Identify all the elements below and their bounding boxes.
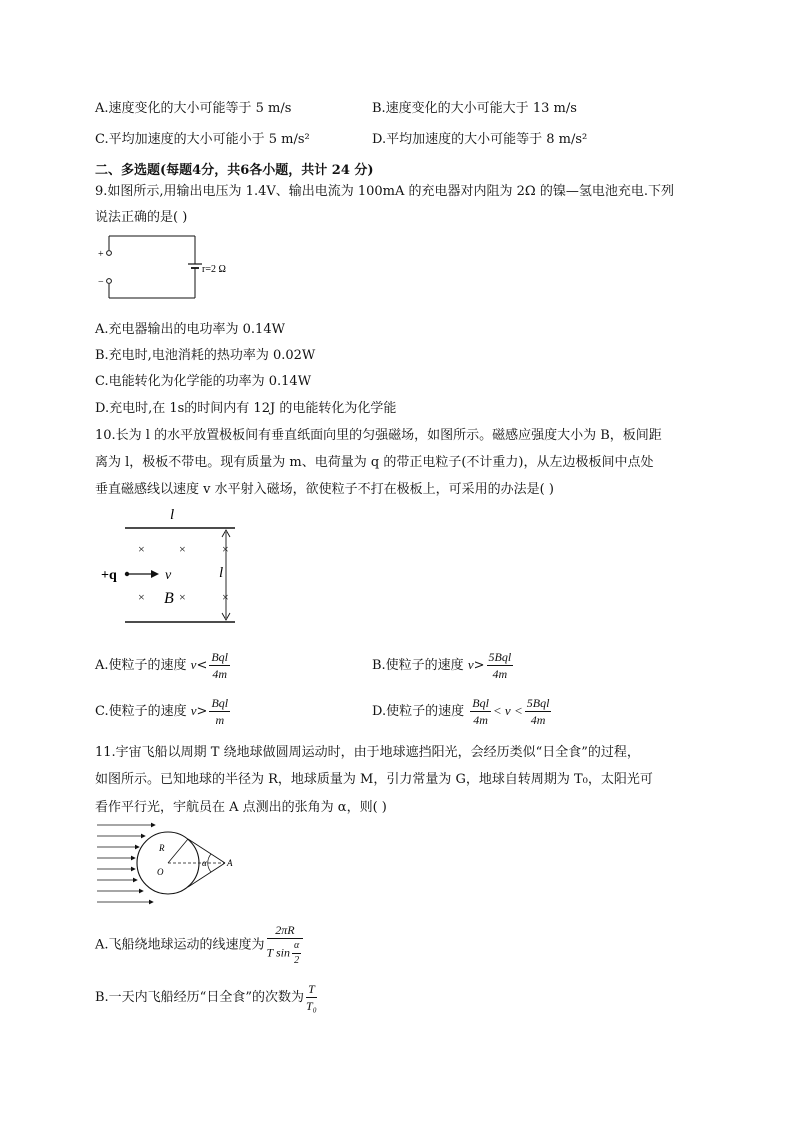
q11-stem-line2: 如图所示。已知地球的半径为 R，地球质量为 M，引力常量为 G，地球自转周期为 T₀，太阳光可 bbox=[95, 772, 653, 787]
q11-earth-shadow-diagram bbox=[95, 818, 245, 910]
q9-option-a: A.充电器输出的电功率为 0.14W bbox=[95, 322, 285, 337]
field-cross: × bbox=[222, 542, 229, 556]
q10-option-b bbox=[372, 651, 515, 680]
var-v: v bbox=[467, 657, 474, 672]
numerator: 5Bql bbox=[488, 650, 512, 664]
terminal-negative bbox=[107, 279, 112, 284]
charge-label: +q bbox=[101, 568, 117, 583]
plus-label: + bbox=[98, 249, 104, 260]
fraction bbox=[267, 924, 304, 966]
q10-magnetic-field-diagram bbox=[95, 503, 245, 633]
var-v: v bbox=[190, 703, 197, 718]
field-cross: × bbox=[179, 590, 186, 604]
q8-option-a: A.速度变化的大小可能等于 5 m/s bbox=[95, 101, 292, 116]
section-heading: 二、多选题(每题4分，共6各小题，共计 24 分) bbox=[95, 163, 374, 178]
velocity-arrow-head bbox=[151, 570, 159, 578]
inner-numerator: α bbox=[292, 941, 301, 954]
denominator: T₀ bbox=[305, 999, 317, 1013]
fraction bbox=[209, 651, 230, 680]
denominator: m bbox=[215, 713, 225, 727]
alpha-label: α bbox=[202, 858, 207, 868]
q9-stem-line2: 说法正确的是( ) bbox=[95, 210, 188, 225]
operator: < bbox=[196, 658, 208, 673]
q11-option-b bbox=[95, 983, 319, 1012]
denominator: 4m bbox=[212, 667, 228, 681]
radius-label: R bbox=[159, 843, 165, 853]
terminal-positive bbox=[107, 251, 112, 256]
q9-option-b: B.充电时,电池消耗的热功率为 0.02W bbox=[95, 348, 316, 363]
option-prefix: B.使粒子的速度 bbox=[372, 658, 468, 673]
option-prefix: A.使粒子的速度 bbox=[95, 658, 191, 673]
inner-denominator: 2 bbox=[294, 955, 300, 966]
minus-label: − bbox=[98, 277, 104, 288]
center-label: O bbox=[157, 867, 164, 877]
top-length-label: l bbox=[170, 507, 175, 523]
q10-option-a bbox=[95, 651, 232, 680]
q9-option-d: D.充电时,在 1s的时间内有 12J 的电能转化为化学能 bbox=[95, 401, 397, 416]
q9-stem-line1: 9.如图所示,用输出电压为 1.4V、输出电流为 100mA 的充电器对内阻为 2Ω 的镍—氢电池充电.下列 bbox=[95, 184, 674, 199]
field-cross: × bbox=[222, 590, 229, 604]
field-label: B bbox=[164, 590, 174, 607]
numerator: 5Bql bbox=[526, 696, 550, 710]
velocity-label: v bbox=[165, 568, 172, 583]
option-prefix: A.飞船绕地球运动的线速度为 bbox=[95, 937, 265, 953]
q10-stem-line1: 10.长为 l 的水平放置极板间有垂直纸面向里的匀强磁场，如图所示。磁感应强度大小为 B，板间距 bbox=[95, 428, 662, 443]
inequality: < v < bbox=[492, 703, 523, 718]
option-prefix: D.使粒子的速度 bbox=[372, 704, 469, 719]
numerator: Bql bbox=[472, 696, 489, 710]
inner-fraction bbox=[292, 941, 301, 966]
particle-dot bbox=[125, 572, 129, 576]
q11-stem-line1: 11.宇宙飞船以周期 T 绕地球做圆周运动时，由于地球遮挡阳光，会经历类似“日全食”的过程， bbox=[95, 745, 640, 760]
q9-option-c: C.电能转化为化学能的功率为 0.14W bbox=[95, 374, 312, 389]
numerator: Bql bbox=[211, 650, 229, 664]
fraction bbox=[209, 697, 230, 726]
q10-option-d bbox=[372, 697, 553, 726]
operator: > bbox=[196, 704, 208, 719]
field-cross: × bbox=[138, 542, 145, 556]
denominator-text: T sin bbox=[266, 945, 290, 960]
resistance-label: r=2 Ω bbox=[202, 264, 226, 275]
gap-length-label: l bbox=[219, 565, 224, 581]
fraction bbox=[525, 697, 552, 726]
operator: > bbox=[473, 658, 485, 673]
denominator: 4m bbox=[473, 713, 488, 727]
numerator: 2πR bbox=[267, 924, 304, 939]
q8-option-b: B.速度变化的大小可能大于 13 m/s bbox=[372, 101, 577, 116]
option-prefix: B.一天内飞船经历“日全食”的次数为 bbox=[95, 990, 304, 1005]
q9-circuit-diagram bbox=[95, 228, 245, 304]
fraction bbox=[306, 983, 317, 1012]
q11-stem-line3: 看作平行光，宇航员在 A 点测出的张角为 α，则( ) bbox=[95, 800, 387, 815]
q8-option-d: D.平均加速度的大小可能等于 8 m/s² bbox=[372, 132, 588, 147]
q10-option-c bbox=[95, 697, 232, 726]
var-v: v bbox=[190, 657, 197, 672]
denominator: 4m bbox=[492, 667, 508, 681]
q8-option-c: C.平均加速度的大小可能小于 5 m/s² bbox=[95, 132, 310, 147]
point-a-label: A bbox=[227, 858, 233, 868]
field-cross: × bbox=[138, 590, 145, 604]
fraction bbox=[470, 697, 491, 726]
numerator: T bbox=[306, 983, 317, 998]
q10-stem-line3: 垂直磁感线以速度 v 水平射入磁场，欲使粒子不打在极板上，可采用的办法是( ) bbox=[95, 482, 554, 497]
q11-option-a bbox=[95, 924, 305, 966]
fraction bbox=[487, 651, 514, 680]
field-cross: × bbox=[179, 542, 186, 556]
denominator: 4m bbox=[530, 713, 546, 727]
denominator bbox=[267, 939, 304, 966]
numerator: Bql bbox=[211, 696, 229, 710]
option-prefix: C.使粒子的速度 bbox=[95, 704, 191, 719]
q10-stem-line2: 离为 l，极板不带电。现有质量为 m、电荷量为 q 的带正电粒子(不计重力)，从左边极板间中点处 bbox=[95, 455, 654, 470]
